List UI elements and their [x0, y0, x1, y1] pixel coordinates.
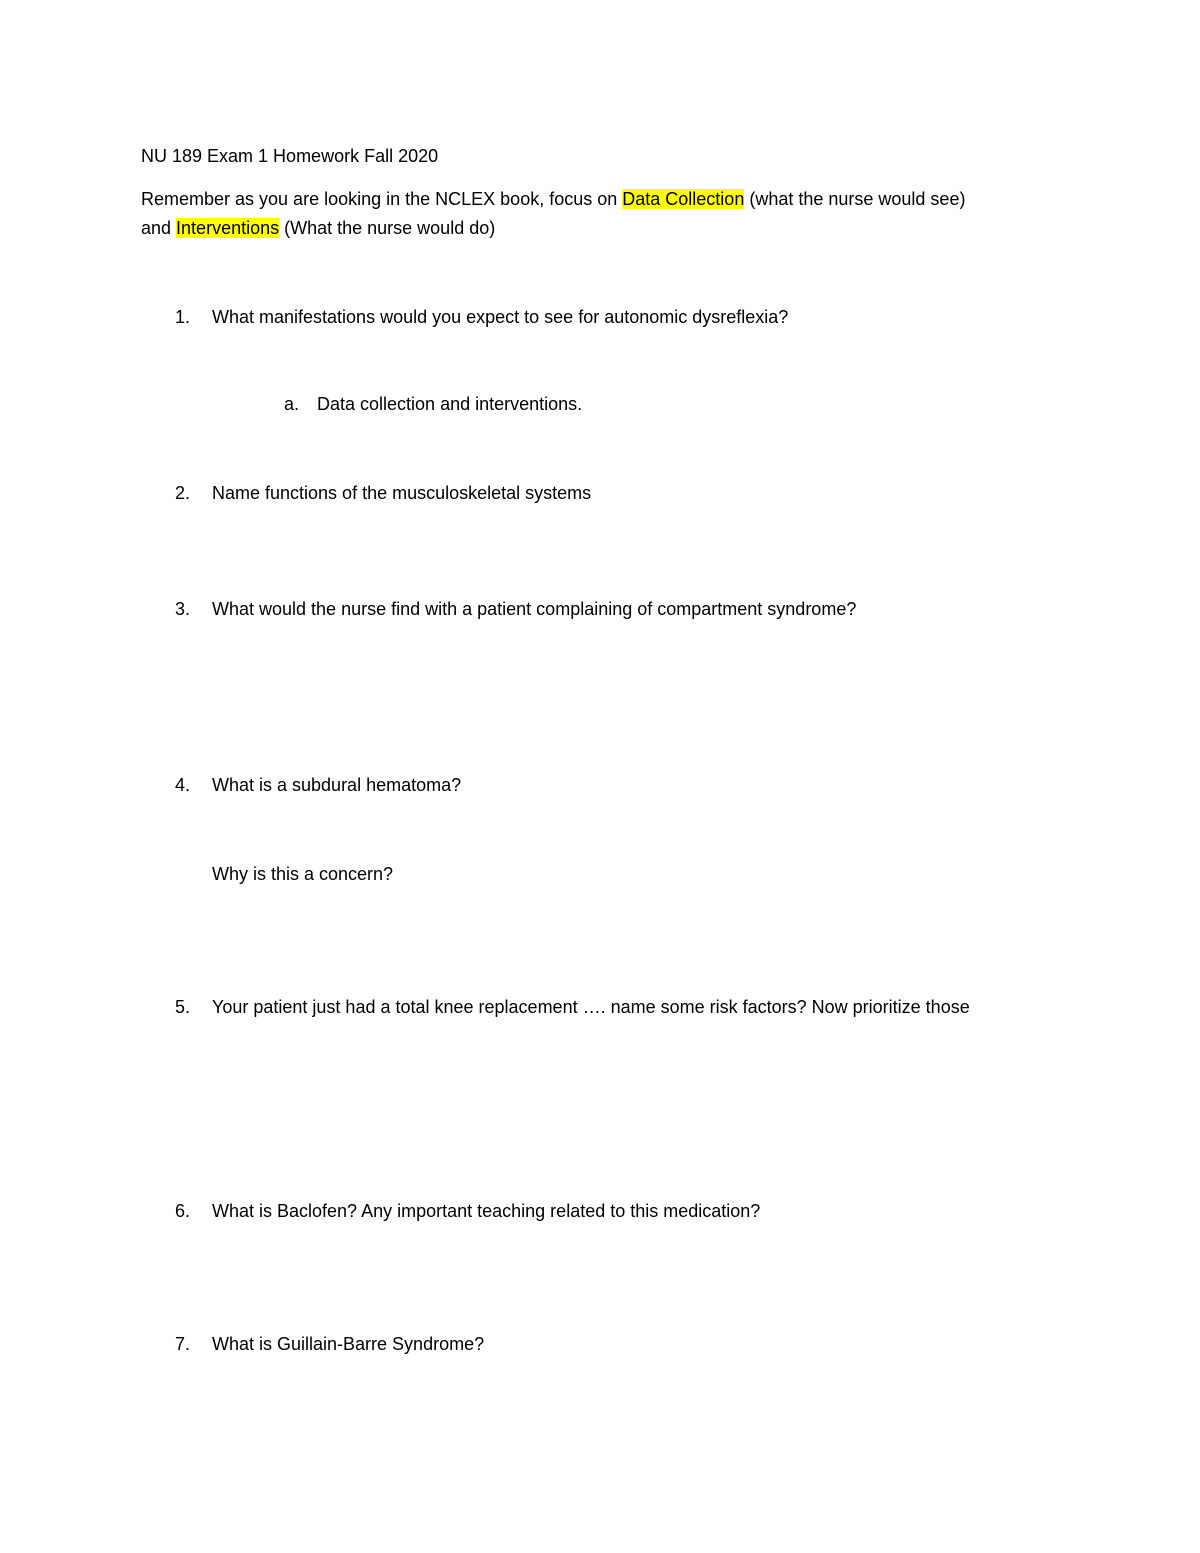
question-number: 2.	[175, 483, 191, 503]
question-text: What is Guillain-Barre Syndrome?	[212, 1334, 485, 1354]
question-text: Your patient just had a total knee replacement …. name some risk factors? Now prioritize those	[212, 997, 970, 1017]
document-title: NU 189 Exam 1 Homework Fall 2020	[141, 146, 439, 166]
question-text: What is a subdural hematoma?	[212, 775, 462, 795]
subitem-letter: a.	[284, 394, 300, 414]
intro-text: Remember as you are looking in the NCLEX book, focus on	[141, 189, 623, 209]
intro-text: (what the nurse would see)	[744, 189, 966, 209]
question-text: What would the nurse find with a patient complaining of compartment syndrome?	[212, 599, 857, 619]
question-number: 3.	[175, 599, 191, 619]
intro-line-2	[141, 219, 495, 237]
subitem-text: Data collection and interventions.	[317, 394, 583, 414]
intro-line-1	[141, 190, 965, 208]
question-number: 7.	[175, 1334, 191, 1354]
intro-text: (What the nurse would do)	[279, 218, 496, 238]
question-text: What manifestations would you expect to see for autonomic dysreflexia?	[212, 307, 789, 327]
highlight-interventions: Interventions	[176, 218, 280, 238]
intro-text: and	[141, 218, 177, 238]
question-number: 4.	[175, 775, 191, 795]
question-text: What is Baclofen? Any important teaching related to this medication?	[212, 1201, 761, 1221]
question-text: Why is this a concern?	[212, 864, 394, 884]
question-number: 5.	[175, 997, 191, 1017]
question-number: 6.	[175, 1201, 191, 1221]
question-number: 1.	[175, 307, 191, 327]
highlight-data-collection: Data Collection	[622, 189, 745, 209]
question-text: Name functions of the musculoskeletal systems	[212, 483, 592, 503]
